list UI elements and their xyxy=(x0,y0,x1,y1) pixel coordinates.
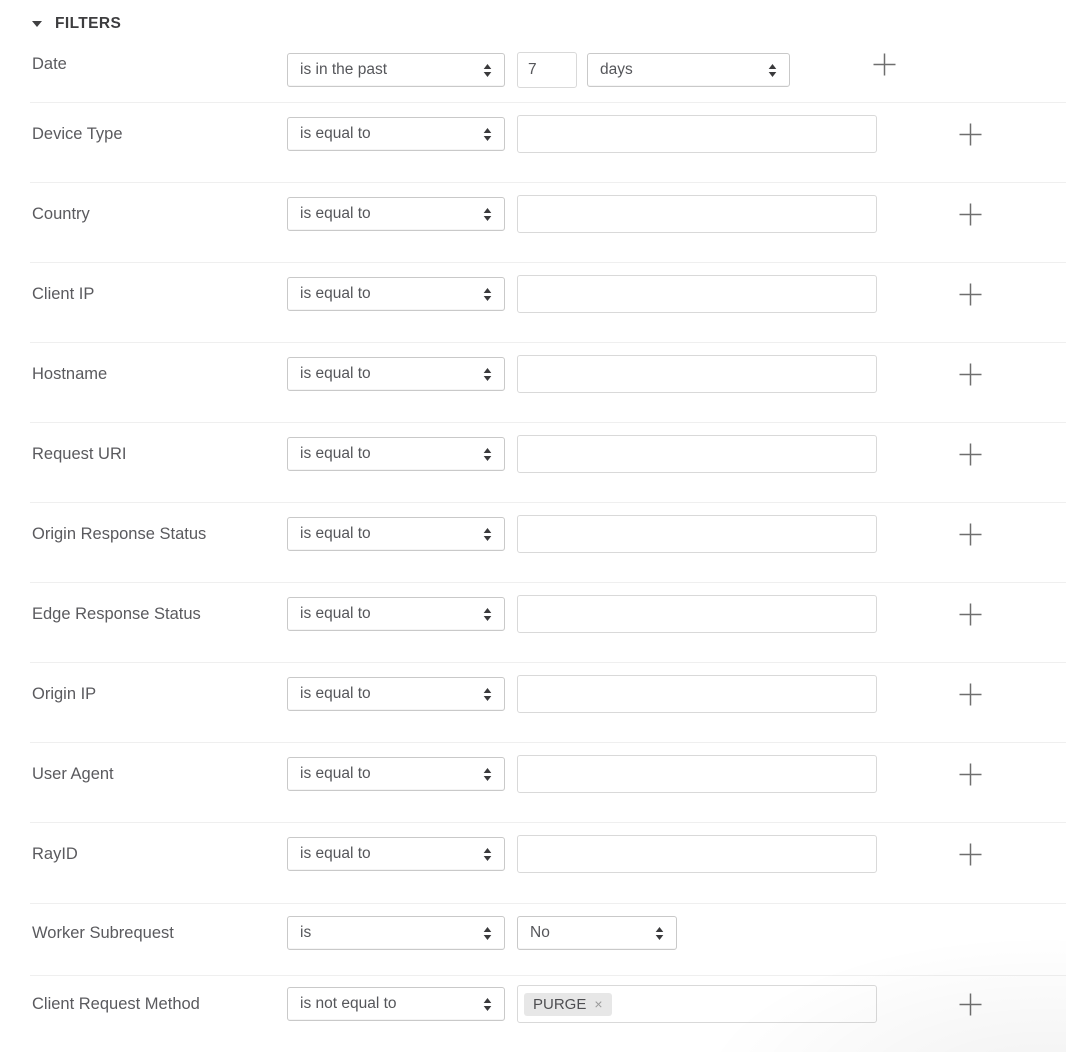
select-arrows-icon xyxy=(483,608,492,621)
select-arrows-icon xyxy=(483,688,492,701)
add-filter-button[interactable] xyxy=(872,52,896,76)
operator-value: is equal to xyxy=(300,285,371,302)
operator-value: is equal to xyxy=(300,685,371,702)
collapse-triangle-icon xyxy=(32,21,42,27)
add-filter-button[interactable] xyxy=(958,202,982,226)
filter-row-edge-response-status xyxy=(0,582,1066,662)
value-input[interactable] xyxy=(517,355,877,393)
value-input[interactable] xyxy=(517,435,877,473)
value-input[interactable] xyxy=(517,675,877,713)
select-arrows-icon xyxy=(483,768,492,781)
tags-input[interactable] xyxy=(517,985,877,1023)
operator-value: is equal to xyxy=(300,445,371,462)
operator-select[interactable] xyxy=(287,117,505,151)
add-filter-button[interactable] xyxy=(958,362,982,386)
tag-chip-label: PURGE xyxy=(533,995,587,1013)
filter-label: Client Request Method xyxy=(32,995,200,1013)
add-filter-button[interactable] xyxy=(958,442,982,466)
row-divider xyxy=(30,342,1066,343)
filter-row-worker-subrequest xyxy=(0,903,1066,975)
row-divider xyxy=(30,582,1066,583)
filter-row-origin-ip xyxy=(0,662,1066,742)
select-arrows-icon xyxy=(483,848,492,861)
filter-label: Date xyxy=(32,55,67,73)
operator-value: is not equal to xyxy=(300,995,397,1012)
filter-label: Request URI xyxy=(32,445,127,463)
value-input[interactable] xyxy=(517,195,877,233)
select-arrows-icon xyxy=(483,64,492,77)
value-input[interactable] xyxy=(517,115,877,153)
filter-row-user-agent xyxy=(0,742,1066,822)
operator-value: is xyxy=(300,924,312,941)
operator-select[interactable] xyxy=(287,916,505,950)
add-filter-button[interactable] xyxy=(958,122,982,146)
operator-select[interactable] xyxy=(287,987,505,1021)
row-divider xyxy=(30,182,1066,183)
operator-select[interactable] xyxy=(287,53,505,87)
filter-label: User Agent xyxy=(32,765,114,783)
filter-row-request-uri xyxy=(0,422,1066,502)
row-divider xyxy=(30,262,1066,263)
filter-row-country xyxy=(0,182,1066,262)
value-number-input[interactable] xyxy=(517,52,577,88)
value-select[interactable] xyxy=(517,916,677,950)
select-arrows-icon xyxy=(483,208,492,221)
filter-row-device-type xyxy=(0,102,1066,182)
filter-row-client-ip xyxy=(0,262,1066,342)
filter-label: Worker Subrequest xyxy=(32,924,174,942)
filters-collapse-header[interactable] xyxy=(32,13,121,35)
row-divider xyxy=(30,975,1066,976)
add-filter-button[interactable] xyxy=(958,842,982,866)
filter-label: Origin IP xyxy=(32,685,97,703)
tag-remove-icon[interactable]: × xyxy=(594,996,603,1012)
value-input[interactable] xyxy=(517,275,877,313)
filter-label: Client IP xyxy=(32,285,95,303)
filter-row-client-request-method xyxy=(0,975,1066,1052)
select-arrows-icon xyxy=(483,288,492,301)
operator-value: is equal to xyxy=(300,205,371,222)
select-arrows-icon xyxy=(483,998,492,1011)
add-filter-button[interactable] xyxy=(958,762,982,786)
filter-label: Hostname xyxy=(32,365,108,383)
value-input[interactable] xyxy=(517,515,877,553)
select-arrows-icon xyxy=(483,128,492,141)
add-filter-button[interactable] xyxy=(958,522,982,546)
operator-select[interactable] xyxy=(287,197,505,231)
operator-value: is in the past xyxy=(300,61,388,78)
filter-row-date xyxy=(0,40,1066,102)
filter-label: Device Type xyxy=(32,125,123,143)
row-divider xyxy=(30,102,1066,103)
filter-row-rayid xyxy=(0,822,1066,903)
filter-row-hostname xyxy=(0,342,1066,422)
select-arrows-icon xyxy=(655,927,664,940)
filter-label: Origin Response Status xyxy=(32,525,207,543)
unit-value: days xyxy=(600,61,633,78)
row-divider xyxy=(30,742,1066,743)
operator-select[interactable] xyxy=(287,517,505,551)
select-arrows-icon xyxy=(483,927,492,940)
operator-value: is equal to xyxy=(300,605,371,622)
value-select-text: No xyxy=(530,924,550,941)
filter-row-origin-response-status xyxy=(0,502,1066,582)
operator-select[interactable] xyxy=(287,597,505,631)
row-divider xyxy=(30,502,1066,503)
select-arrows-icon xyxy=(483,528,492,541)
add-filter-button[interactable] xyxy=(958,282,982,306)
row-divider xyxy=(30,903,1066,904)
add-filter-button[interactable] xyxy=(958,992,982,1016)
row-divider xyxy=(30,422,1066,423)
operator-value: is equal to xyxy=(300,765,371,782)
operator-value: is equal to xyxy=(300,365,371,382)
value-input[interactable] xyxy=(517,835,877,873)
operator-select[interactable] xyxy=(287,677,505,711)
filters-title: FILTERS xyxy=(55,15,122,32)
operator-select[interactable] xyxy=(287,757,505,791)
select-arrows-icon xyxy=(483,368,492,381)
select-arrows-icon xyxy=(768,64,777,77)
add-filter-button[interactable] xyxy=(958,682,982,706)
operator-select[interactable] xyxy=(287,837,505,871)
select-arrows-icon xyxy=(483,448,492,461)
operator-select[interactable] xyxy=(287,277,505,311)
row-divider xyxy=(30,662,1066,663)
tag-chip xyxy=(524,993,612,1016)
operator-value: is equal to xyxy=(300,525,371,542)
filter-label: Edge Response Status xyxy=(32,605,201,623)
filter-label: RayID xyxy=(32,845,78,863)
operator-value: is equal to xyxy=(300,125,371,142)
filter-label: Country xyxy=(32,205,90,223)
row-divider xyxy=(30,822,1066,823)
value-input[interactable] xyxy=(517,595,877,633)
add-filter-button[interactable] xyxy=(958,602,982,626)
value-input[interactable] xyxy=(517,755,877,793)
operator-select[interactable] xyxy=(287,437,505,471)
unit-select[interactable] xyxy=(587,53,790,87)
operator-select[interactable] xyxy=(287,357,505,391)
operator-value: is equal to xyxy=(300,845,371,862)
